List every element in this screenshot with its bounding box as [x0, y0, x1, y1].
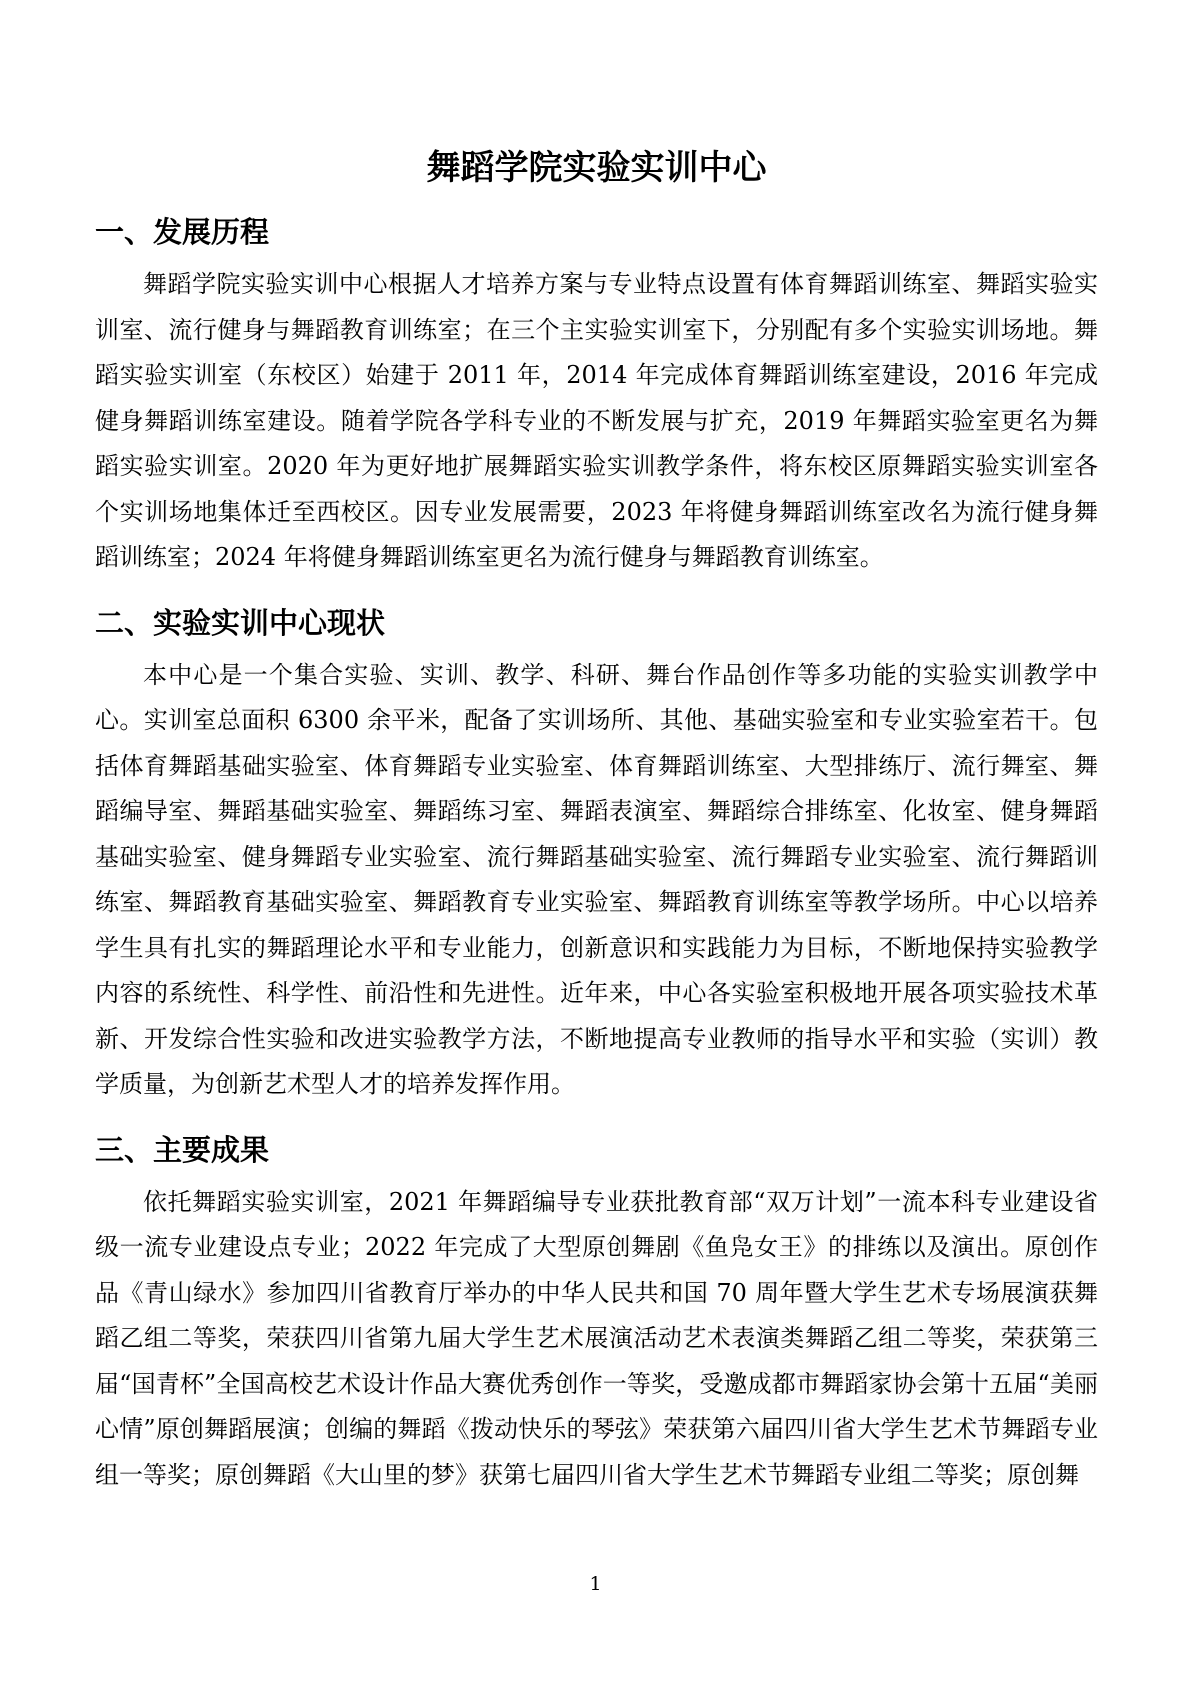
section-center-status — [95, 605, 1098, 1108]
page-title: 舞蹈学院实验实训中心 — [426, 148, 767, 188]
section-heading-development-history: 一、发展历程 — [95, 215, 270, 249]
page-number: 1 — [589, 1573, 602, 1595]
paragraph-center-status: 本中心是一个集合实验、实训、教学、科研、舞台作品创作等多功能的实验实训教学中心。实训室总面积 6300 余平米，配备了实训场所、其他、基础实验室和专业实验室若干。包括体育舞蹈基础实验室、体育舞蹈专业实验室、体育舞蹈训练室、大型排练厅、流行舞室、舞蹈编导室、舞蹈基础实验室、舞蹈练习室、舞蹈表演室、舞蹈综合排练室、化妆室、健身舞蹈基础实验室、健身舞蹈专业实验室、流行舞蹈基础实验室、流行舞蹈专业实验室、流行舞蹈训练室、舞蹈教育基础实验室、舞蹈教育专业实验室、舞蹈教育训练室等教学场所。中心以培养学生具有扎实的舞蹈理论水平和专业能力，创新意识和实践能力为目标，不断地保持实验教学内容的系统性、科学性、前沿性和先进性。近年来，中心各实验室积极地开展各项实验技术革新、开发综合性实验和改进实验教学方法，不断地提高专业教师的指导水平和实验（实训）教学质量，为创新艺术型人才的培养发挥作用。 — [95, 660, 1098, 1098]
section-development-history — [95, 214, 1098, 581]
paragraph-main-achievements: 依托舞蹈实验实训室，2021 年舞蹈编导专业获批教育部“双万计划”一流本科专业建设省级一流专业建设点专业；2022 年完成了大型原创舞剧《鱼凫女王》的排练以及演出。原创作品《青山绿水》参加四川省教育厅举办的中华人民共和国 70 周年暨大学生艺术专场展演获舞蹈乙组二等奖，荣获四川省第九届大学生艺术展演活动艺术表演类舞蹈乙组二等奖，荣获第三届“国青杯”全国高校艺术设计作品大赛优秀创作一等奖，受邀成都市舞蹈家协会第十五届“美丽心情”原创舞蹈展演；创编的舞蹈《拨动快乐的琴弦》荣获第六届四川省大学生艺术节舞蹈专业组一等奖；原创舞蹈《大山里的梦》获第七届四川省大学生艺术节舞蹈专业组二等奖；原创舞 — [95, 1187, 1098, 1489]
section-main-achievements — [95, 1132, 1098, 1499]
paragraph-development-history: 舞蹈学院实验实训中心根据人才培养方案与专业特点设置有体育舞蹈训练室、舞蹈实验实训室、流行健身与舞蹈教育训练室；在三个主实验实训室下，分别配有多个实验实训场地。舞蹈实验实训室（东校区）始建于 2011 年，2014 年完成体育舞蹈训练室建设，2016 年完成健身舞蹈训练室建设。随着学院各学科专业的不断发展与扩充，2019 年舞蹈实验室更名为舞蹈实验实训室。2020 年为更好地扩展舞蹈实验实训教学条件，将东校区原舞蹈实验实训室各个实训场地集体迁至西校区。因专业发展需要，2023 年将健身舞蹈训练室改名为流行健身舞蹈训练室；2024 年将健身舞蹈训练室更名为流行健身与舞蹈教育训练室。 — [95, 270, 1098, 571]
page-footer — [0, 1572, 1191, 1596]
section-heading-center-status: 二、实验实训中心现状 — [95, 605, 386, 640]
section-heading-main-achievements: 三、主要成果 — [95, 1132, 270, 1167]
